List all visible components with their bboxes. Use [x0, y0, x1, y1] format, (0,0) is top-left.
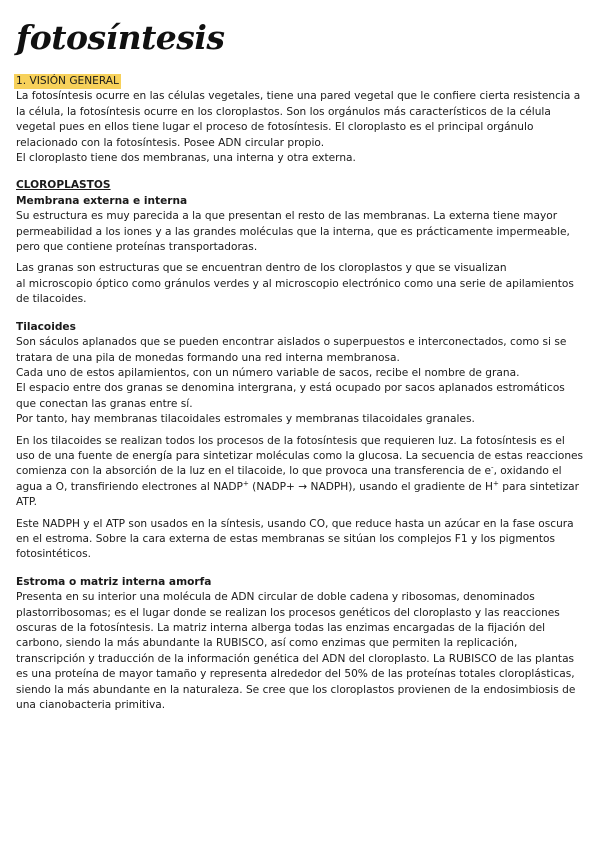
- paragraph: Su estructura es muy parecida a la que presentan el resto de las membranas. La externa tiene mayor permeabilidad a los iones y a las grandes moléculas que la interna, que es prácticamente impermeable, pero que contiene proteínas transportadoras.: [16, 210, 570, 254]
- subheading-membrana: Membrana externa e interna: [16, 194, 188, 207]
- paragraph: Presenta en su interior una molécula de ADN circular de doble cadena y ribosomas, denominados plastorribosomas; es el lugar donde se realizan los procesos genéticos del cloroplasto y las reacciones oscuras de la fotosíntesis. La matriz interna alberga todas las enzimas encargadas de la fijación del carbono, siendo la más abundante la RUBISCO, así como enzimas que permiten la replicación, transcripción y traducción de la información genética del ADN del cloroplasto. La RUBISCO de las plantas es una proteína de mayor tamaño y representa alrededor del 50% de las proteínas totales cloroplásticas, siendo la más abundante en la naturaleza. Se cree que los cloroplastos provienen de la endosimbiosis de una cianobacteria primitiva.: [16, 591, 576, 712]
- paragraph: El espacio entre dos granas se denomina intergrana, y está ocupado por sacos aplanados estromáticos que conectan las granas entre sí.: [16, 382, 565, 410]
- paragraph: al microscopio óptico como gránulos verdes y al microscopio electrónico como una serie de apilamientos de tilacoides.: [16, 277, 574, 306]
- section-heading-vision-general: 1. VISIÓN GENERAL: [14, 74, 121, 89]
- paragraph: Cada uno de estos apilamientos, con un número variable de sacos, recibe el nombre de grana.: [16, 366, 520, 379]
- section-heading-cloroplastos: CLOROPLASTOS: [16, 179, 111, 192]
- document-title: fotosíntesis: [16, 18, 225, 57]
- subheading-estroma: Estroma o matriz interna amorfa: [16, 575, 212, 588]
- paragraph: Por tanto, hay membranas tilacoidales estromales y membranas tilacoidales granales.: [16, 413, 475, 426]
- paragraph: Son sáculos aplanados que se pueden encontrar aislados o superpuestos e interconectados, como si se tratara de una pila de monedas formando una red interna membranosa.: [16, 336, 567, 364]
- subheading-tilacoides: Tilacoides: [16, 320, 76, 333]
- paragraph: Las granas son estructuras que se encuentran dentro de los cloroplastos y que se visualizan: [16, 262, 507, 275]
- paragraph: La fotosíntesis ocurre en las células vegetales, tiene una pared vegetal que le confiere cierta resistencia a la célula, la fotosíntesis ocurre en los cloroplastos. Son los orgánulos más característicos de la célula vegetal pues en ellos tiene lugar el proceso de fotosíntesis. El cloroplasto es el principal orgánulo relacionado con la fotosíntesis. Posee ADN circular propio.: [16, 90, 581, 149]
- document-body: [16, 74, 586, 713]
- paragraph: El cloroplasto tiene dos membranas, una interna y otra externa.: [16, 152, 356, 165]
- paragraph-light-reactions: En los tilacoides se realizan todos los procesos de la fotosíntesis que requieren luz. La fotosíntesis es el uso de una fuente de energía para sintetizar moléculas como la glucosa. La secuencia de estas reacciones comienza con la absorción de la luz en el tilacoide, lo que provoca una transferencia de e-, oxidando el agua a O, transfiriendo electrones al NADP+ (NADP+ → NADPH), usando el gradiente de H+ para sintetizar ATP.: [16, 434, 584, 509]
- paragraph: Este NADPH y el ATP son usados en la síntesis, usando CO, que reduce hasta un azúcar en la fase oscura en el estroma. Sobre la cara externa de estas membranas se sitúan los complejos F1 y los pigmentos fotosintéticos.: [16, 517, 574, 561]
